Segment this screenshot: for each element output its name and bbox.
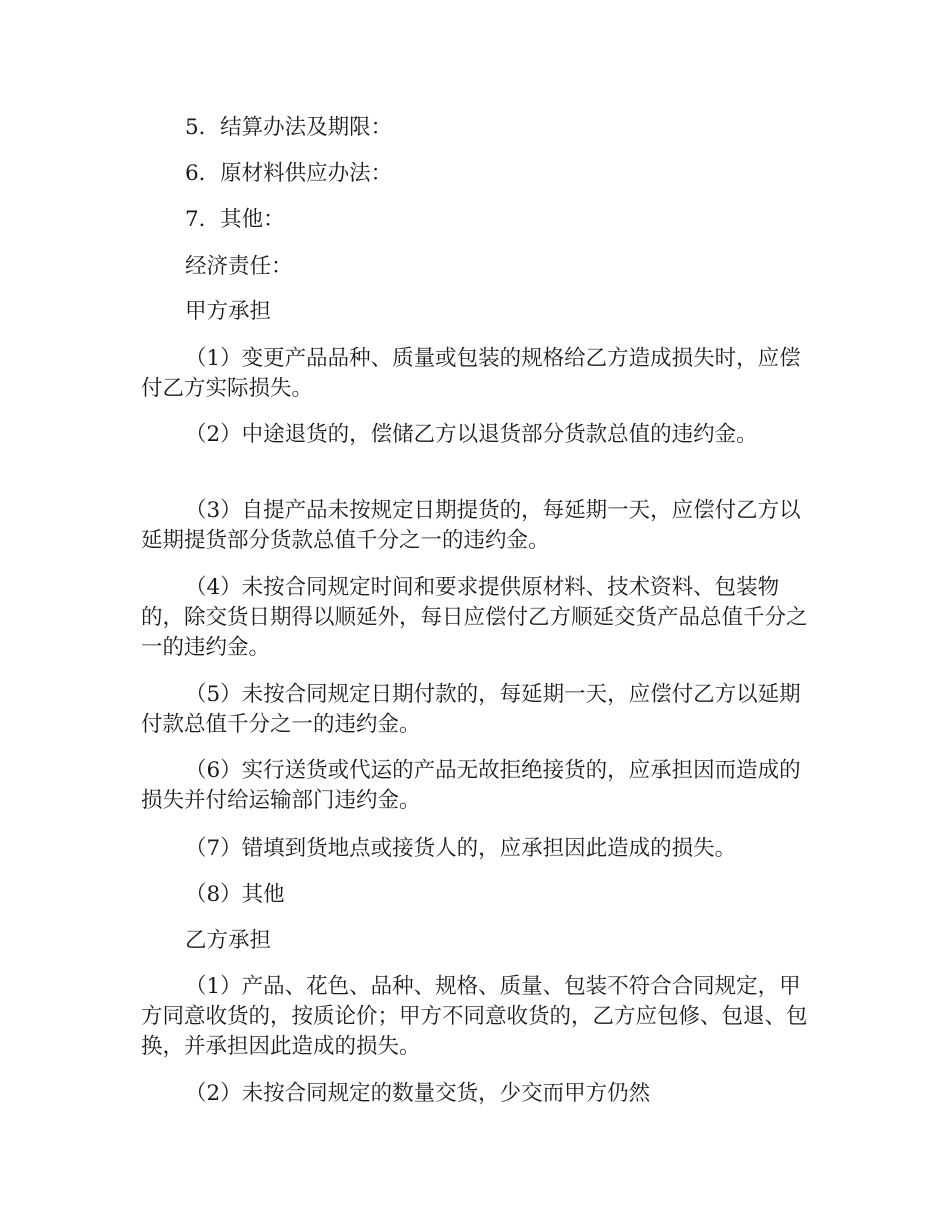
paragraph-other: 7．其他： <box>185 207 285 232</box>
party-a-clause-6: （6）实行送货或代运的产品无故拒绝接货的，应承担因而造成的损失并付给运输部门违约金。 <box>141 758 801 813</box>
heading-economic-liability: 经济责任： <box>185 254 293 279</box>
paragraph-settlement: 5．结算办法及期限： <box>185 115 393 140</box>
party-a-clause-2: （2）中途退货的，偿储乙方以退货部分货款总值的违约金。 <box>185 422 758 447</box>
paragraph-material-supply: 6．原材料供应办法： <box>185 161 393 186</box>
party-b-clause-1: （1）产品、花色、品种、规格、质量、包装不符合合同规定，甲方同意收货的，按质论价；甲方不同意收货的，乙方应包修、包退、包换，并承担因此造成的损失。 <box>141 974 808 1059</box>
party-a-clause-5: （5）未按合同规定日期付款的，每延期一天，应偿付乙方以延期付款总值千分之一的违约金。 <box>141 682 801 737</box>
party-a-clause-4: （4）未按合同规定时间和要求提供原材料、技术资料、包装物的，除交货日期得以顺延外，每日应偿付乙方顺延交货产品总值千分之一的违约金。 <box>141 575 808 660</box>
heading-party-a: 甲方承担 <box>185 299 272 324</box>
party-a-clause-3: （3）自提产品未按规定日期提货的，每延期一天，应偿付乙方以延期提货部分货款总值千分之一的违约金。 <box>141 498 801 553</box>
party-a-clause-1: （1）变更产品品种、质量或包装的规格给乙方造成损失时，应偿付乙方实际损失。 <box>141 346 801 401</box>
party-a-clause-8: （8）其他 <box>185 882 285 907</box>
party-a-clause-7: （7）错填到货地点或接货人的，应承担因此造成的损失。 <box>185 836 737 861</box>
party-b-clause-2: （2）未按合同规定的数量交货，少交而甲方仍然 <box>185 1081 651 1106</box>
heading-party-b: 乙方承担 <box>185 928 272 953</box>
